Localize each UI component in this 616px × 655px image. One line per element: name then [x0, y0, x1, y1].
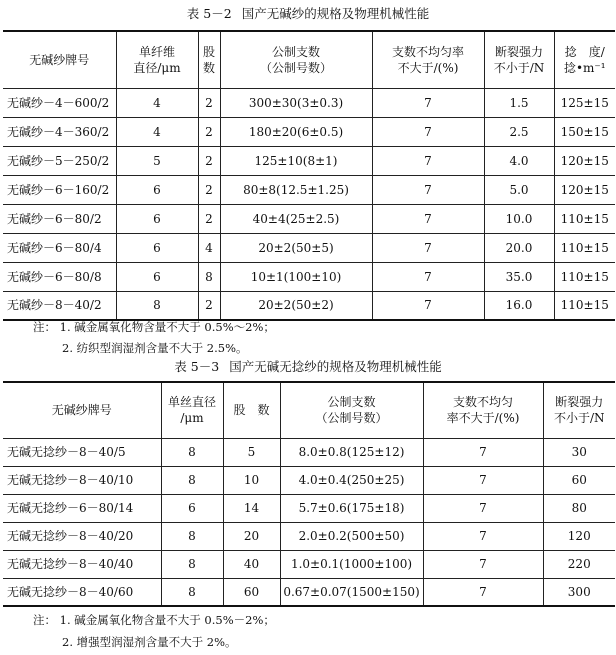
- table2: [3, 381, 615, 607]
- table-cell: 7: [372, 175, 484, 204]
- table-cell: 2.5: [484, 117, 554, 146]
- table1-header-grade: 无碱纱牌号: [3, 31, 116, 88]
- table-cell: 4: [116, 117, 198, 146]
- table-cell: 4: [198, 233, 220, 262]
- table2-header-row: [3, 382, 615, 438]
- table-cell: 无碱纱－4－600/2: [3, 88, 116, 117]
- table2-note-1: 注： 1. 碱金属氧化物含量不大于 0.5%－2%；: [33, 613, 275, 627]
- table-cell: 无碱纱－6－80/8: [3, 262, 116, 291]
- table-cell: 无碱纱－6－80/2: [3, 204, 116, 233]
- table-cell: 4: [116, 88, 198, 117]
- table-cell: 1.5: [484, 88, 554, 117]
- table-cell: 80: [543, 494, 615, 522]
- table-cell: 无碱纱－6－80/4: [3, 233, 116, 262]
- table-cell: 20±2(50±2): [220, 291, 372, 320]
- table-cell: 无碱无捻纱－8－40/5: [3, 438, 161, 466]
- table-cell: 220: [543, 550, 615, 578]
- table-cell: 300: [543, 578, 615, 606]
- table-cell: 无碱无捻纱－8－40/40: [3, 550, 161, 578]
- table-cell: 80±8(12.5±1.25): [220, 175, 372, 204]
- table2-note-2: 2. 增强型润湿剂含量不大于 2%。: [62, 635, 237, 649]
- table-cell: 5.0: [484, 175, 554, 204]
- table2-caption-number: 表 5－3: [174, 359, 220, 374]
- table-cell: 7: [423, 466, 543, 494]
- table-cell: 7: [372, 117, 484, 146]
- table-cell: 2.0±0.2(500±50): [280, 522, 423, 550]
- table-cell: 120: [543, 522, 615, 550]
- table-cell: 110±15: [554, 262, 615, 291]
- table-cell: 14: [223, 494, 280, 522]
- table-cell: 7: [423, 522, 543, 550]
- table1-header-row: [3, 31, 615, 88]
- table-cell: 无碱无捻纱－6－80/14: [3, 494, 161, 522]
- table-row: [3, 466, 615, 494]
- table-cell: 无碱无捻纱－8－40/20: [3, 522, 161, 550]
- table-cell: 8: [161, 578, 223, 606]
- table-cell: 5: [223, 438, 280, 466]
- table-cell: 120±15: [554, 175, 615, 204]
- table-cell: 30: [543, 438, 615, 466]
- table-cell: 60: [223, 578, 280, 606]
- table-cell: 10: [223, 466, 280, 494]
- table-cell: 180±20(6±0.5): [220, 117, 372, 146]
- table-cell: 无碱纱－6－160/2: [3, 175, 116, 204]
- table2-header-metric-count: 公制支数 （公制号数）: [280, 382, 423, 438]
- table1-note-2: 2. 纺织型润湿剂含量不大于 2.5%。: [62, 341, 248, 355]
- table-cell: 8.0±0.8(125±12): [280, 438, 423, 466]
- table-row: [3, 291, 615, 320]
- table-cell: 7: [423, 550, 543, 578]
- table-cell: 35.0: [484, 262, 554, 291]
- table-cell: 10.0: [484, 204, 554, 233]
- table-cell: 6: [161, 494, 223, 522]
- table1-caption: [0, 6, 616, 22]
- table-cell: 6: [116, 204, 198, 233]
- table-cell: 2: [198, 88, 220, 117]
- table-row: [3, 88, 615, 117]
- table2-header-breaking-strength: 断裂强力 不小于/N: [543, 382, 615, 438]
- table-row: [3, 117, 615, 146]
- table1-note-1: 注： 1. 碱金属氧化物含量不大于 0.5%～2%；: [33, 320, 275, 334]
- table-cell: 6: [116, 233, 198, 262]
- table-cell: 7: [423, 494, 543, 522]
- table-cell: 7: [372, 146, 484, 175]
- table-cell: 120±15: [554, 146, 615, 175]
- table-cell: 无碱纱－4－360/2: [3, 117, 116, 146]
- table-cell: 16.0: [484, 291, 554, 320]
- table-cell: 7: [423, 578, 543, 606]
- table-row: [3, 175, 615, 204]
- table-cell: 8: [161, 438, 223, 466]
- table2-caption: [0, 359, 616, 375]
- table-cell: 7: [423, 438, 543, 466]
- table-cell: 7: [372, 204, 484, 233]
- table-cell: 125±15: [554, 88, 615, 117]
- table-cell: 8: [116, 291, 198, 320]
- table-cell: 7: [372, 291, 484, 320]
- table-row: [3, 233, 615, 262]
- table-cell: 7: [372, 88, 484, 117]
- table-cell: 8: [198, 262, 220, 291]
- table-cell: 4.0±0.4(250±25): [280, 466, 423, 494]
- table2-header-unevenness: 支数不均匀 率不大于/(%): [423, 382, 543, 438]
- table-row: [3, 204, 615, 233]
- table-cell: 110±15: [554, 204, 615, 233]
- table-row: [3, 146, 615, 175]
- table-cell: 6: [116, 262, 198, 291]
- table1-header-unevenness: 支数不均匀率 不大于/(%): [372, 31, 484, 88]
- table-cell: 1.0±0.1(1000±100): [280, 550, 423, 578]
- table1-header-breaking-strength: 断裂强力 不小于/N: [484, 31, 554, 88]
- table1-header-metric-count: 公制支数 （公制号数）: [220, 31, 372, 88]
- table-row: [3, 494, 615, 522]
- table1: [3, 30, 615, 321]
- table-cell: 无碱纱－5－250/2: [3, 146, 116, 175]
- table-cell: 300±30(3±0.3): [220, 88, 372, 117]
- table-cell: 110±15: [554, 233, 615, 262]
- table-cell: 5: [116, 146, 198, 175]
- table-cell: 6: [116, 175, 198, 204]
- table-cell: 无碱纱－8－40/2: [3, 291, 116, 320]
- table-cell: 4.0: [484, 146, 554, 175]
- table-row: [3, 262, 615, 291]
- table2-caption-title: 国产无碱无捻纱的规格及物理机械性能: [229, 359, 442, 374]
- table1-caption-title: 国产无碱纱的规格及物理机械性能: [241, 6, 430, 21]
- table-cell: 0.67±0.07(1500±150): [280, 578, 423, 606]
- table-cell: 5.7±0.6(175±18): [280, 494, 423, 522]
- table-cell: 20±2(50±5): [220, 233, 372, 262]
- table-cell: 8: [161, 522, 223, 550]
- table-cell: 20: [223, 522, 280, 550]
- table-cell: 40: [223, 550, 280, 578]
- table1-header-diameter: 单纤维 直径/μm: [116, 31, 198, 88]
- table2-header-diameter: 单丝直径 /μm: [161, 382, 223, 438]
- table-cell: 2: [198, 146, 220, 175]
- table-cell: 2: [198, 175, 220, 204]
- table2-header-grade: 无碱纱牌号: [3, 382, 161, 438]
- table-row: [3, 578, 615, 606]
- table-row: [3, 438, 615, 466]
- table2-header-ply: 股 数: [223, 382, 280, 438]
- table-cell: 无碱无捻纱－8－40/60: [3, 578, 161, 606]
- table-cell: 125±10(8±1): [220, 146, 372, 175]
- table1-header-twist: 捻 度/ 捻•m⁻¹: [554, 31, 615, 88]
- table-cell: 7: [372, 233, 484, 262]
- table-cell: 10±1(100±10): [220, 262, 372, 291]
- table-cell: 7: [372, 262, 484, 291]
- table-cell: 无碱无捻纱－8－40/10: [3, 466, 161, 494]
- table-cell: 150±15: [554, 117, 615, 146]
- table1-caption-number: 表 5－2: [186, 6, 232, 21]
- table-cell: 110±15: [554, 291, 615, 320]
- table-cell: 2: [198, 291, 220, 320]
- table-cell: 8: [161, 466, 223, 494]
- table-row: [3, 522, 615, 550]
- table1-header-ply: 股 数: [198, 31, 220, 88]
- table-cell: 40±4(25±2.5): [220, 204, 372, 233]
- table-cell: 20.0: [484, 233, 554, 262]
- table-cell: 60: [543, 466, 615, 494]
- table-cell: 8: [161, 550, 223, 578]
- table-cell: 2: [198, 117, 220, 146]
- table-row: [3, 550, 615, 578]
- table-cell: 2: [198, 204, 220, 233]
